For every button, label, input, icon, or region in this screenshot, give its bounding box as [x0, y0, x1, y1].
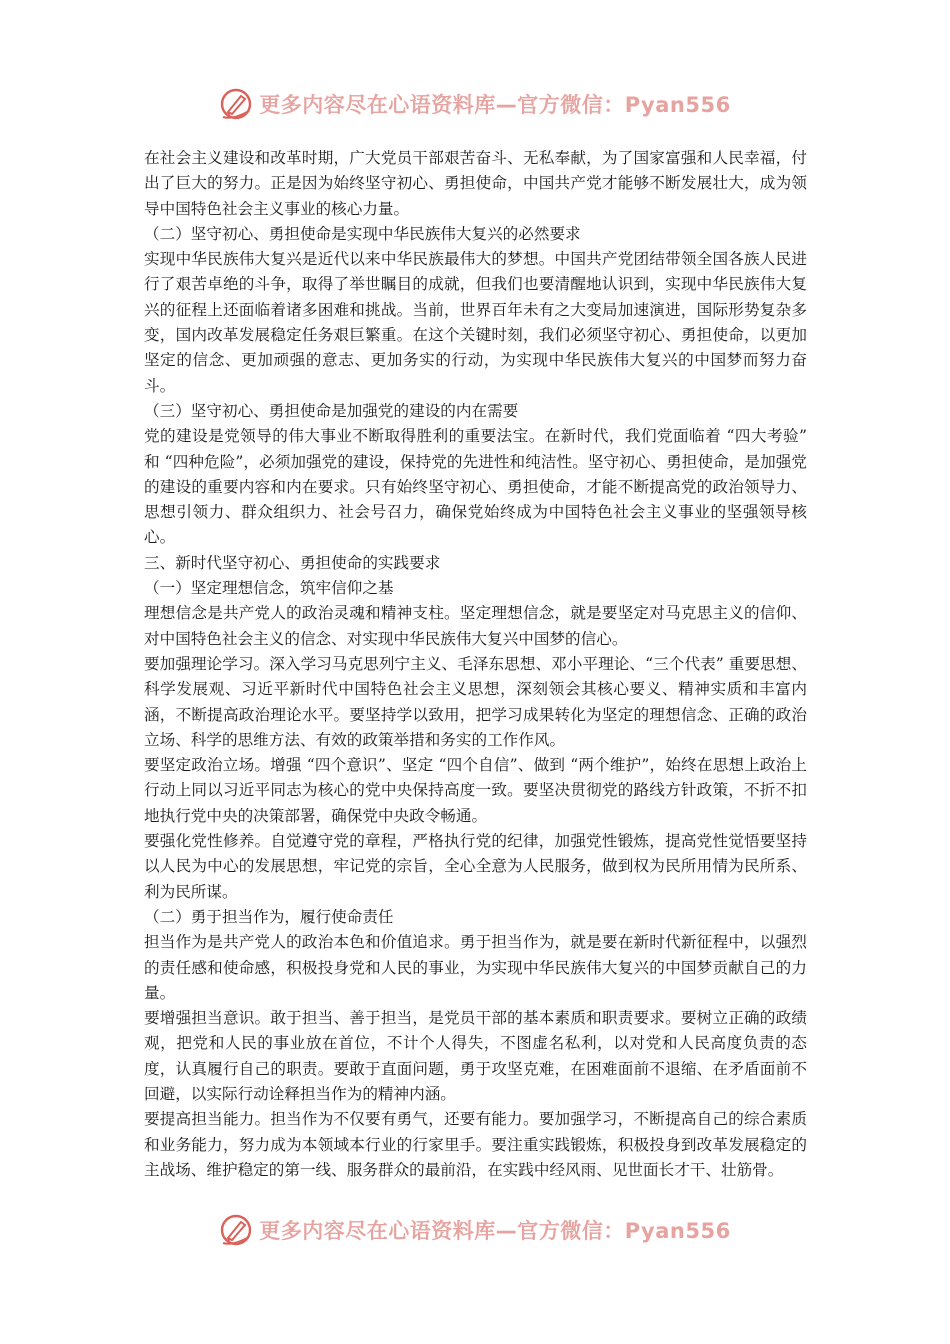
paragraph: 要提高担当能力。担当作为不仅要有勇气，还要有能力。要加强学习，不断提高自己的综合素质和业务能力，努力成为本领域本行业的行家里手。要注重实践锻炼，积极投身到改革发展稳定的主战场、维护稳定的第一线、服务群众的最前沿，在实践中经风雨、见世面长才干、壮筋骨。 [144, 1110, 807, 1179]
pen-circle-logo-icon [219, 1213, 253, 1247]
paragraph: 实现中华民族伟大复兴是近代以来中华民族最伟大的梦想。中国共产党团结带领全国各族人民进行了艰苦卓绝的斗争，取得了举世瞩目的成就，但我们也要清醒地认识到，实现中华民族伟大复兴的征程上还面临着诸多困难和挑战。当前，世界百年未有之大变局加速演进，国际形势复杂多变，国内改革发展稳定任务艰巨繁重。在这个关键时刻，我们必须坚守初心、勇担使命，以更加坚定的信念、更加顽强的意志、更加务实的行动，为实现中华民族伟大复兴的中国梦而努力奋斗。 [144, 250, 807, 395]
paragraph: 党的建设是党领导的伟大事业不断取得胜利的重要法宝。在新时代，我们党面临着 “四大考验” 和 “四种危险”，必须加强党的建设，保持党的先进性和纯洁性。坚守初心、勇担使命，是加强党的建设的重要内容和内在要求。只有始终坚守初心、勇担使命，才能不断提高党的政治领导力、思想引领力、群众组织力、社会号召力，确保党始终成为中国特色社会主义事业的坚强领导核心。 [144, 427, 807, 547]
footer-watermark-banner [0, 1208, 950, 1252]
paragraph: 担当作为是共产党人的政治本色和价值追求。勇于担当作为，就是要在新时代新征程中，以强烈的责任感和使命感，积极投身党和人民的事业，为实现中华民族伟大复兴的中国梦贡献自己的力量。 [144, 933, 807, 1002]
header-watermark-text: 更多内容尽在心语资料库—官方微信：Pyan556 [259, 93, 731, 117]
paragraph: 在社会主义建设和改革时期，广大党员干部艰苦奋斗、无私奉献，为了国家富强和人民幸福，付出了巨大的努力。正是因为始终坚守初心、勇担使命，中国共产党才能够不断发展壮大，成为领导中国特色社会主义事业的核心力量。 [144, 149, 807, 218]
paragraph: 要坚定政治立场。增强 “四个意识”、坚定 “四个自信”、做到 “两个维护”，始终在思想上政治上行动上同以习近平同志为核心的党中央保持高度一致。要坚决贯彻党的路线方针政策，不折不扣地执行党中央的决策部署，确保党中央政令畅通。 [144, 756, 807, 825]
header-watermark-banner [0, 82, 950, 126]
paragraph: 要增强担当意识。敢于担当、善于担当，是党员干部的基本素质和职责要求。要树立正确的政绩观，把党和人民的事业放在首位，不计个人得失，不图虚名私利，以对党和人民高度负责的态度，认真履行自己的职责。要敢于直面问题，勇于攻坚克难，在困难面前不退缩、在矛盾面前不回避，以实际行动诠释担当作为的精神内涵。 [144, 1009, 807, 1103]
pen-circle-logo-icon [219, 87, 253, 121]
chapter-heading: 三、新时代坚守初心、勇担使命的实践要求 [144, 553, 441, 572]
section-heading: （一）坚定理想信念，筑牢信仰之基 [144, 579, 394, 598]
section-heading: （二）勇于担当作为，履行使命责任 [144, 907, 394, 926]
section-heading: （二）坚守初心、勇担使命是实现中华民族伟大复兴的必然要求 [144, 224, 581, 243]
paragraph: 理想信念是共产党人的政治灵魂和精神支柱。坚定理想信念，就是要坚定对马克思主义的信仰、对中国特色社会主义的信念、对实现中华民族伟大复兴中国梦的信心。 [144, 604, 807, 648]
document-body [144, 146, 807, 1183]
paragraph: 要强化党性修养。自觉遵守党的章程，严格执行党的纪律，加强党性锻炼，提高党性觉悟要坚持以人民为中心的发展思想，牢记党的宗旨，全心全意为人民服务，做到权为民所用情为民所系、利为民所谋。 [144, 832, 807, 901]
section-heading: （三）坚守初心、勇担使命是加强党的建设的内在需要 [144, 401, 519, 420]
footer-watermark-text: 更多内容尽在心语资料库—官方微信：Pyan556 [259, 1219, 731, 1243]
paragraph: 要加强理论学习。深入学习马克思列宁主义、毛泽东思想、邓小平理论、“三个代表” 重要思想、科学发展观、习近平新时代中国特色社会主义思想，深刻领会其核心要义、精神实质和丰富内涵，不断提高政治理论水平。要坚持学以致用，把学习成果转化为坚定的理想信念、正确的政治立场、科学的思维方法、有效的政策举措和务实的工作作风。 [144, 654, 807, 749]
